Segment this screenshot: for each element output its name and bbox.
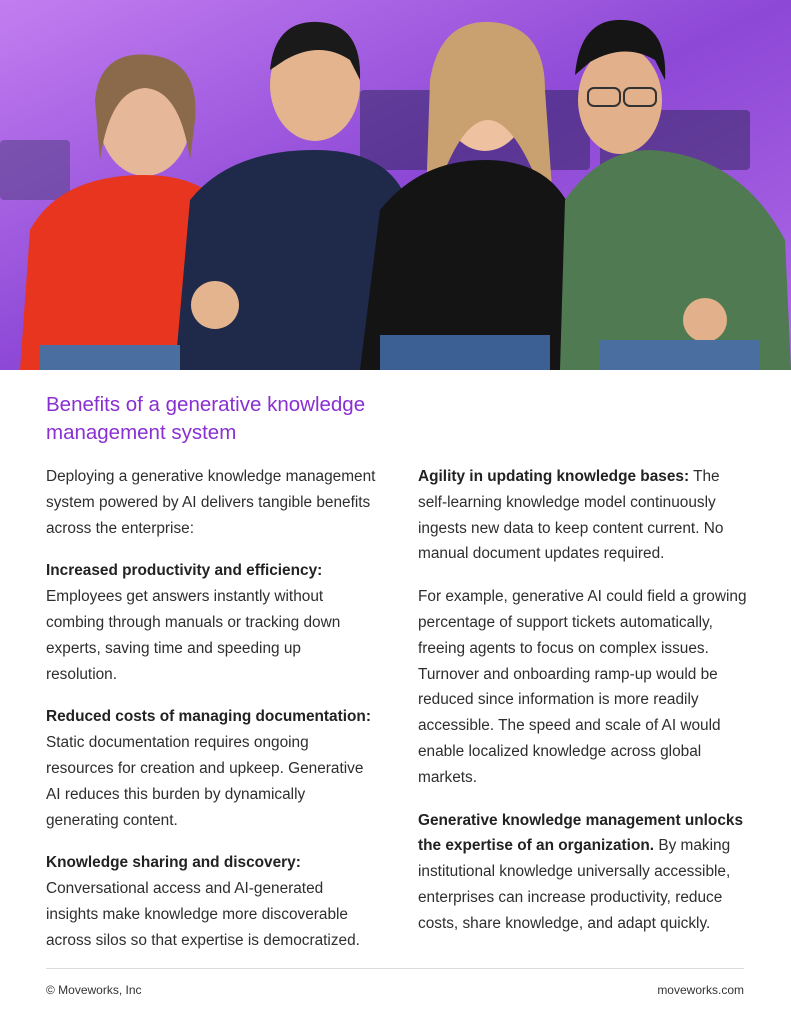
closing-title: Generative knowledge management unlocks the expertise of an organization. <box>418 811 744 855</box>
benefit-body: The self-learning knowledge model continuously ingests new data to keep content current. No manual document updates required. <box>418 468 724 563</box>
footer-website-link[interactable]: moveworks.com <box>657 983 744 997</box>
closing-paragraph <box>418 808 748 937</box>
benefit-body: Static documentation requires ongoing resources for creation and upkeep. Generative AI reduces this burden by dynamically generating content. <box>46 734 364 829</box>
example-paragraph: For example, generative AI could field a growing percentage of support tickets automatically, freeing agents to focus on complex issues. Turnover and onboarding ramp-up would be reduced since information is more readily accessible. The speed and scale of AI would enable localized knowledge across global markets. <box>418 588 747 786</box>
left-column <box>46 464 376 971</box>
section-heading <box>46 391 406 447</box>
heading-line-1: Benefits of a generative knowledge <box>46 393 366 416</box>
footer-divider <box>46 968 744 969</box>
benefit-title: Agility in updating knowledge bases: <box>418 468 690 485</box>
benefit-title: Increased productivity and efficiency: <box>46 562 323 580</box>
benefit-agility <box>418 464 748 567</box>
benefit-productivity <box>46 558 376 687</box>
benefit-body: Employees get answers instantly without combing through manuals or tracking down experts, saving time and speeding up resolution. <box>46 588 341 683</box>
right-column <box>418 464 748 954</box>
heading-line-2: management system <box>46 421 237 444</box>
closing-body: By making institutional knowledge universally accessible, enterprises can increase productivity, reduce costs, share knowledge, and adapt quickly. <box>418 837 731 932</box>
benefit-body: Conversational access and AI-generated insights make knowledge more discoverable across silos so that expertise is democratized. <box>46 880 360 949</box>
hero-photo <box>0 0 791 370</box>
footer-copyright: © Moveworks, Inc <box>46 983 142 997</box>
benefit-sharing <box>46 850 376 953</box>
intro-paragraph: Deploying a generative knowledge management system powered by AI delivers tangible benefits across the enterprise: <box>46 468 376 537</box>
benefit-title: Knowledge sharing and discovery: <box>46 854 301 872</box>
benefit-title: Reduced costs of managing documentation: <box>46 708 371 726</box>
coworkers-illustration <box>0 0 791 370</box>
benefit-costs <box>46 704 376 833</box>
